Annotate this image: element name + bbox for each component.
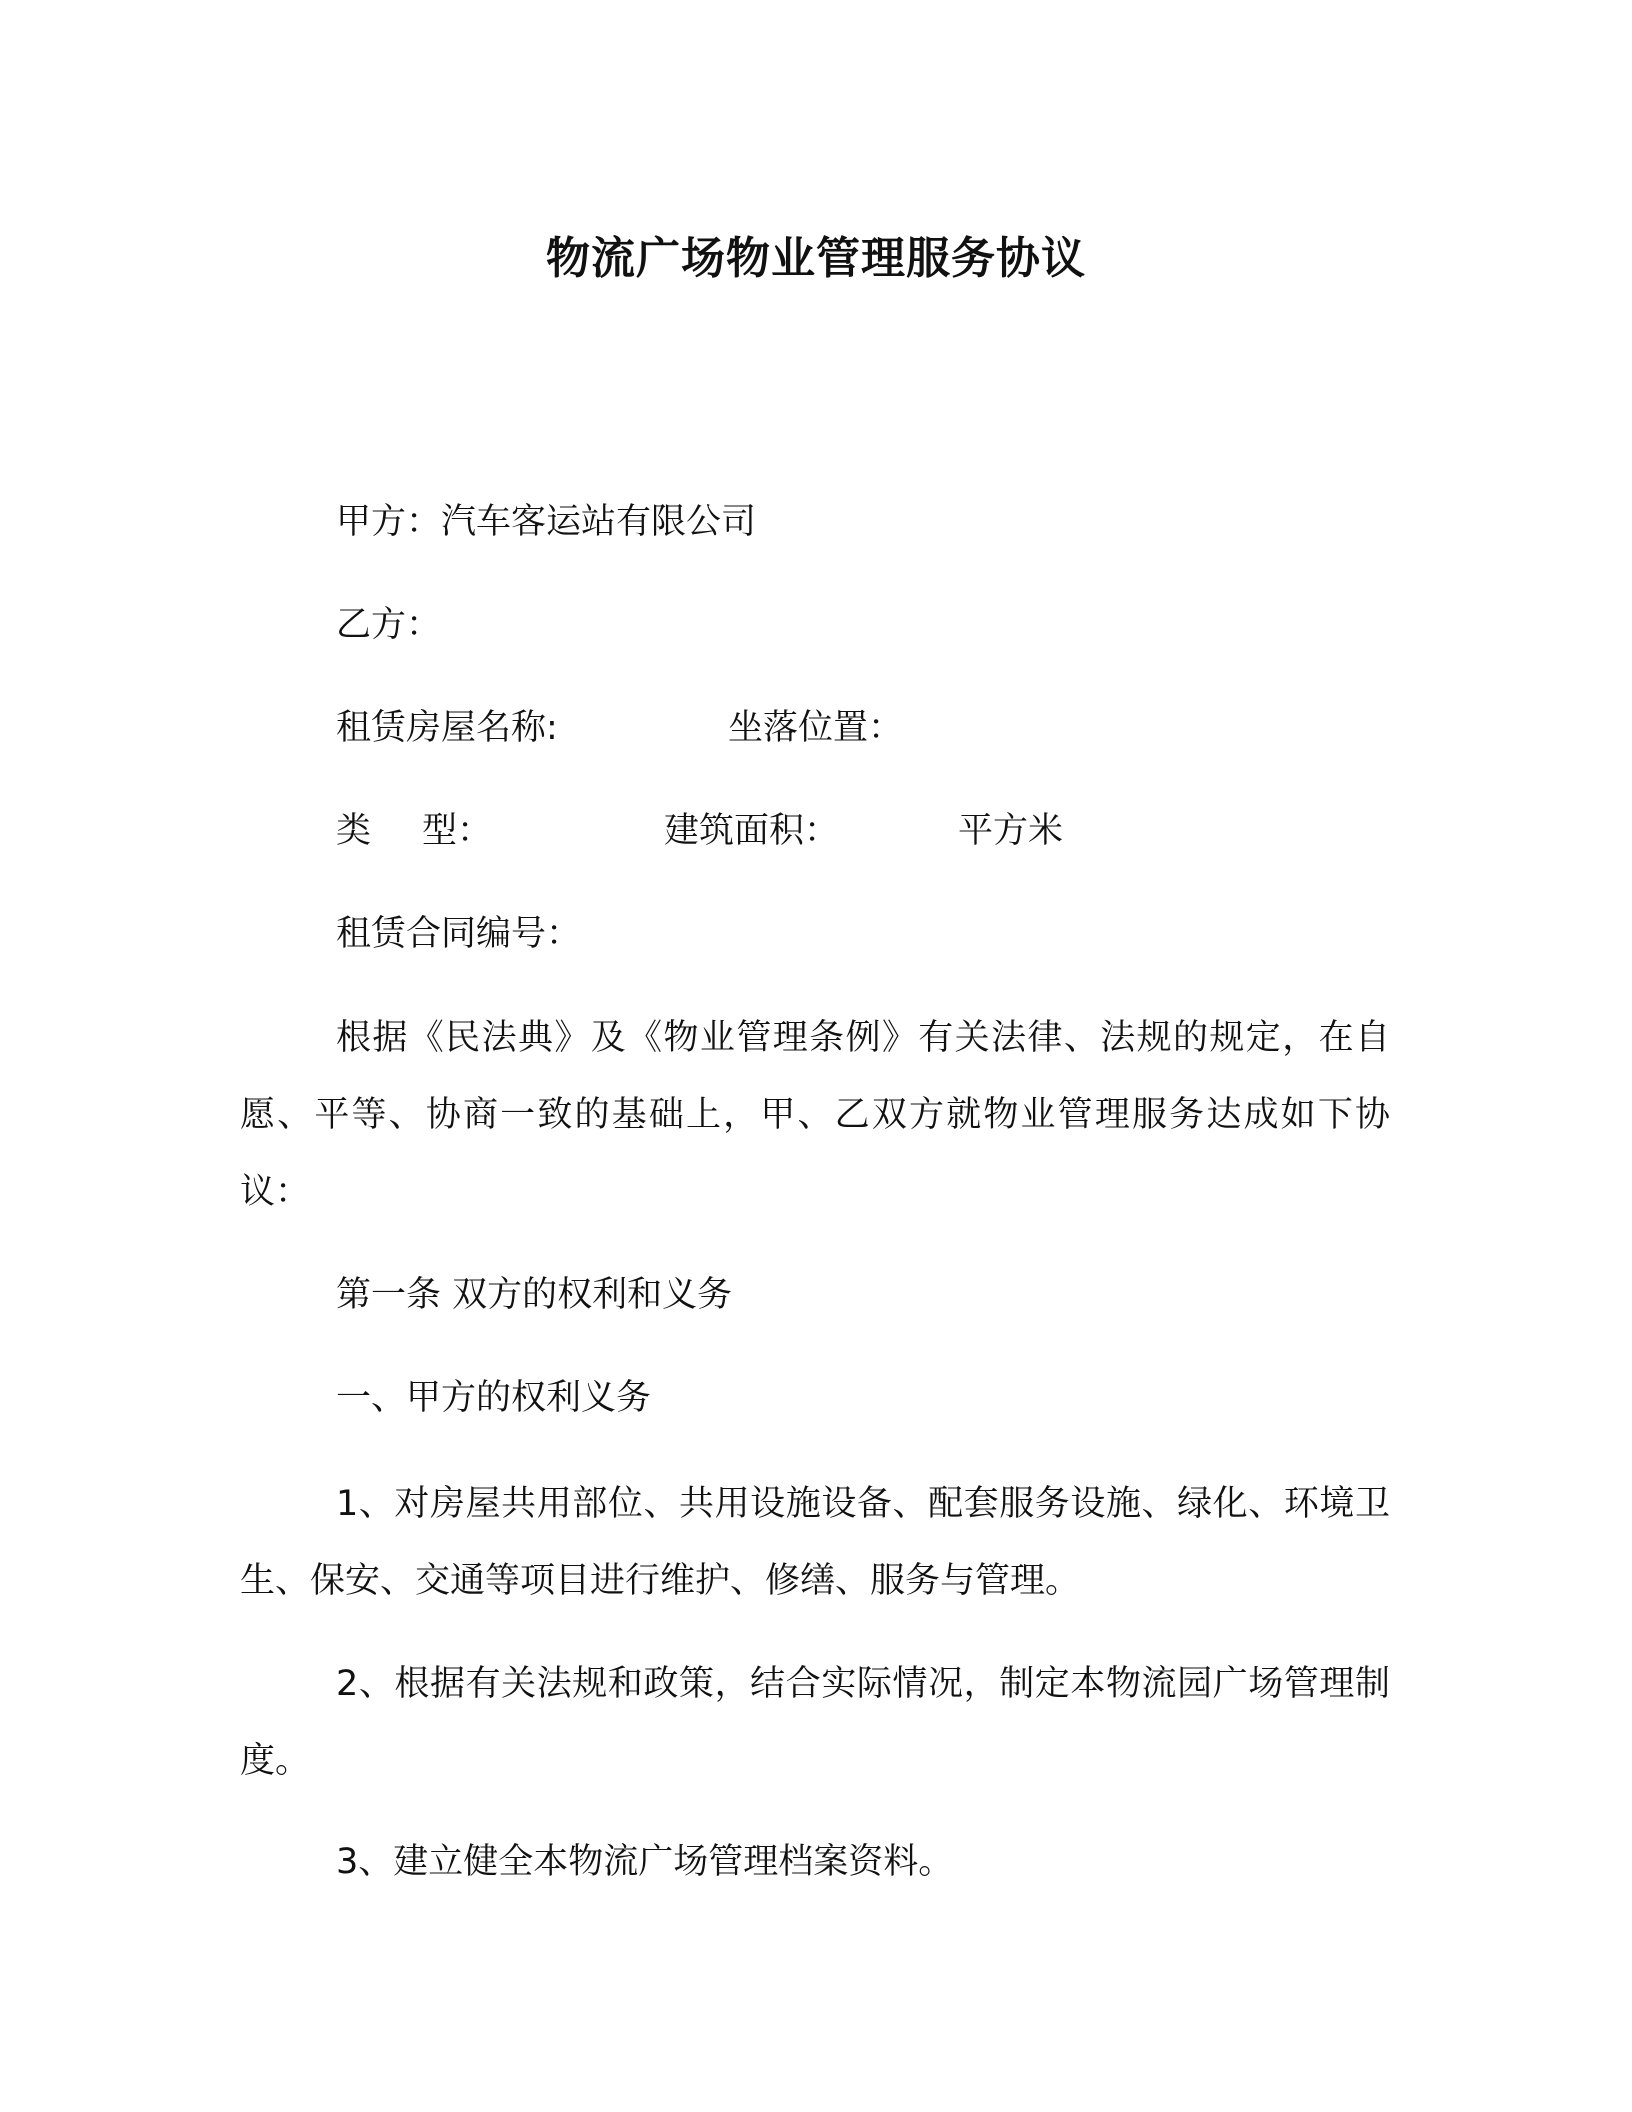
contract-number-label: 租赁合同编号： bbox=[336, 914, 582, 954]
area-label: 建筑面积： bbox=[664, 811, 840, 851]
party-b-line: 乙方： bbox=[336, 605, 442, 645]
type-label-char1: 类 bbox=[336, 811, 372, 851]
item-2-paragraph: 2、根据有关法规和政策，结合实际情况，制定本物流园广场管理制度。 bbox=[240, 1664, 1390, 1781]
location-label: 坐落位置： bbox=[728, 708, 904, 748]
party-a-line: 甲方：汽车客运站有限公司 bbox=[336, 502, 757, 542]
article-1-heading: 第一条 双方的权利和义务 bbox=[336, 1275, 733, 1315]
item-3-paragraph: 3、建立健全本物流广场管理档案资料。 bbox=[336, 1842, 954, 1882]
type-label-rest: 型： bbox=[422, 811, 493, 851]
property-name-label: 租赁房屋名称: bbox=[336, 708, 558, 748]
item-1-paragraph: 1、对房屋共用部位、共用设施设备、配套服务设施、绿化、环境卫生、保安、交通等项目进行维护、修缮、服务与管理。 bbox=[240, 1484, 1390, 1601]
section-1-heading: 一、甲方的权利义务 bbox=[336, 1378, 652, 1418]
document-title: 物流广场物业管理服务协议 bbox=[546, 233, 1086, 284]
area-unit: 平方米 bbox=[958, 811, 1064, 851]
preamble-paragraph: 根据《民法典》及《物业管理条例》有关法律、法规的规定，在自愿、平等、协商一致的基础上，甲、乙双方就物业管理服务达成如下协议： bbox=[240, 1018, 1390, 1212]
